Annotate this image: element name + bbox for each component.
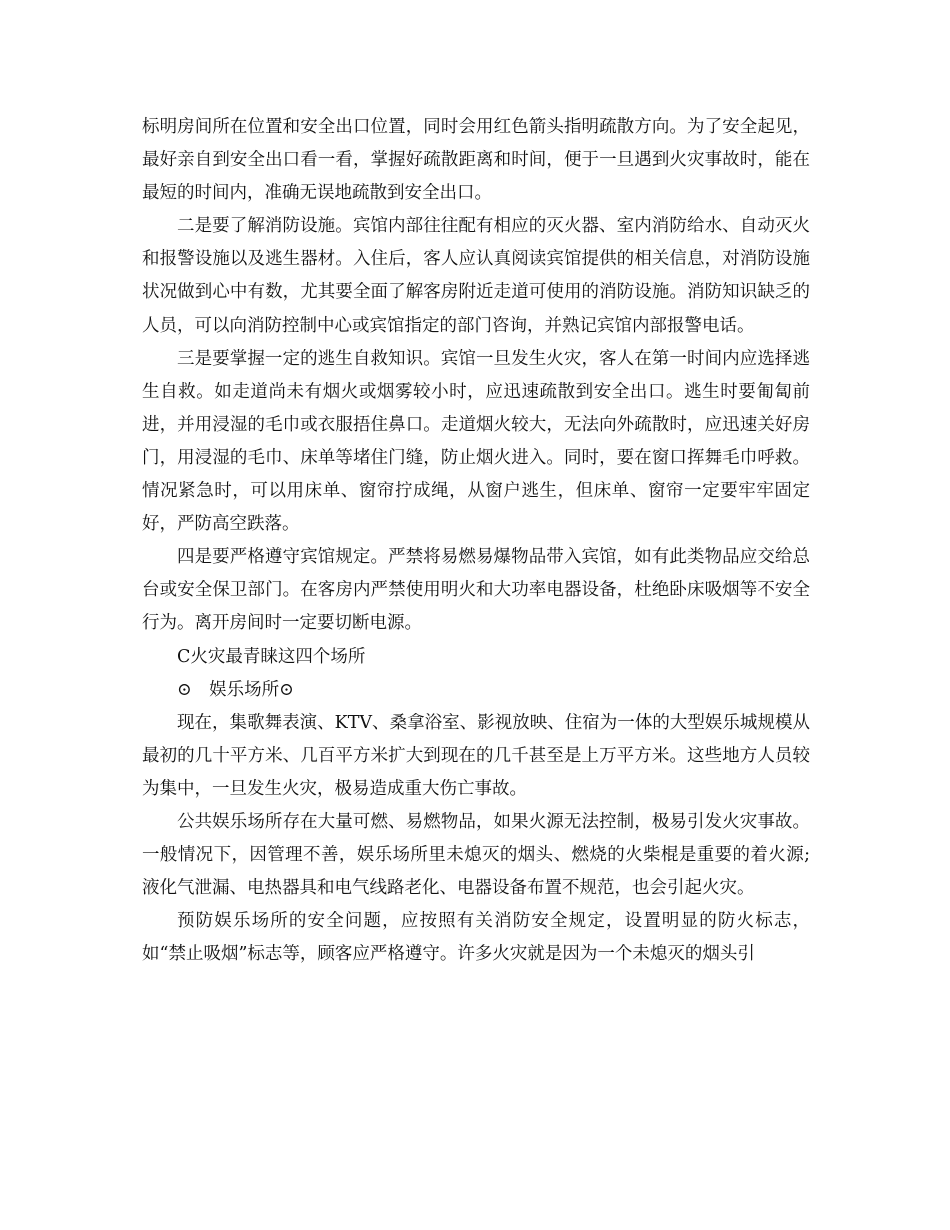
paragraph-entertainment-scale: 现在，集歌舞表演、KTV、桑拿浴室、影视放映、住宿为一体的大型娱乐城规模从最初的几十平方米、几百平方米扩大到现在的几千甚至是上万平方米。这些地方人员较为集中，一旦发生火灾，极易造成重大伤亡事故。 [142,712,810,799]
subheading-entertainment-venues: ⊙ 娱乐场所⊙ [177,679,294,700]
paragraph-fire-facilities: 二是要了解消防设施。宾馆内部往往配有相应的灭火器、室内消防给水、自动灭火和报警设施以及逃生器材。入住后，客人应认真阅读宾馆提供的相关信息，对消防设施状况做到心中有数，尤其要全面了解客房附近走道可使用的消防设施。消防知识缺乏的人员，可以向消防控制中心或宾馆指定的部门咨询，并熟记宾馆内部报警电话。 [142,216,810,336]
paragraph-self-rescue: 三是要掌握一定的逃生自救知识。宾馆一旦发生火灾，客人在第一时间内应选择逃生自救。如走道尚未有烟火或烟雾较小时，应迅速疏散到安全出口。逃生时要匍匐前进，并用浸湿的毛巾或衣服捂住鼻口。走道烟火较大，无法向外疏散时，应迅速关好房门，用浸湿的毛巾、床单等堵住门缝，防止烟火进入。同时，要在窗口挥舞毛巾呼救。情况紧急时，可以用床单、窗帘拧成绳，从窗户逃生，但床单、窗帘一定要牢牢固定好，严防高空跌落。 [142,348,810,535]
paragraph-hotel-exit-location: 标明房间所在位置和安全出口位置，同时会用红色箭头指明疏散方向。为了安全起见，最好亲自到安全出口看一看，掌握好疏散距离和时间，便于一旦遇到火灾事故时，能在最短的时间内，准确无误地疏散到安全出口。 [142,117,810,204]
document-body [142,111,810,971]
paragraph-hotel-rules: 四是要严格遵守宾馆规定。严禁将易燃易爆物品带入宾馆，如有此类物品应交给总台或安全保卫部门。在客房内严禁使用明火和大功率电器设备，杜绝卧床吸烟等不安全行为。离开房间时一定要切断电源。 [142,547,810,634]
paragraph-entertainment-hazards: 公共娱乐场所存在大量可燃、易燃物品，如果火源无法控制，极易引发火灾事故。一般情况下，因管理不善，娱乐场所里未熄灭的烟头、燃烧的火柴棍是重要的着火源;液化气泄漏、电热器具和电气线路老化、电器设备布置不规范，也会引起火灾。 [142,811,810,899]
paragraph-entertainment-prevention: 预防娱乐场所的安全问题，应按照有关消防安全规定，设置明显的防火标志，如“禁止吸烟”标志等，顾客应严格遵守。许多火灾就是因为一个未熄灭的烟头引 [142,911,810,965]
section-heading-four-places: C火灾最青睐这四个场所 [177,646,366,667]
